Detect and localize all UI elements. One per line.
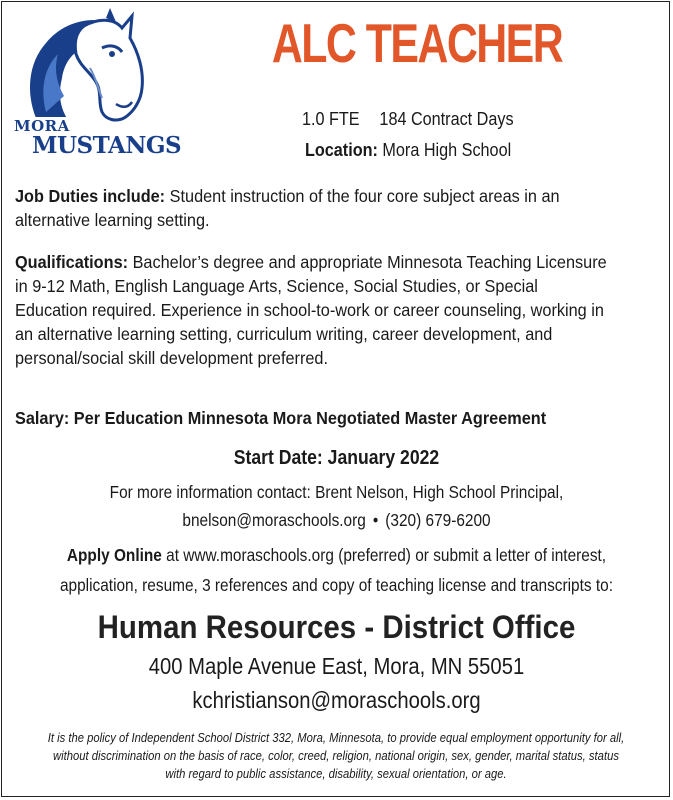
logo-text-mustangs: MUSTANGS	[32, 132, 182, 159]
fte-line	[302, 109, 536, 130]
apply-line-1	[42, 545, 631, 566]
apply-line-2: application, resume, 3 references and copy of teaching license and transcripts to:	[59, 575, 613, 595]
fte: 1.0 FTE	[302, 109, 360, 129]
separator-dot: •	[372, 510, 379, 530]
hr-email[interactable]: kchristianson@moraschools.org	[192, 687, 481, 713]
apply-online-label: Apply Online	[66, 545, 162, 565]
job-title: ALC TEACHER	[271, 12, 563, 74]
equal-opportunity-policy: It is the policy of Independent School District 332, Mora, Minnesota, to provide equal employment opportunity for all, without discrimination on the basis of race, color, creed, religion, national origin, sex, gender, marital status, status with regard to public assistance, disability, sexual orientation, or age.	[47, 731, 625, 781]
qualifications-label: Qualifications:	[15, 252, 129, 272]
contract-days: 184 Contract Days	[379, 109, 514, 129]
logo-text-mora: MORA	[14, 117, 70, 135]
job-posting	[1, 1, 670, 797]
hr-address: 400 Maple Avenue East, Mora, MN 55051	[148, 653, 525, 679]
start-date: Start Date: January 2022	[233, 447, 440, 469]
contact-line: For more information contact: Brent Nelson, High School Principal,	[109, 482, 564, 502]
contact-email[interactable]: bnelson@moraschools.org	[182, 510, 366, 530]
duties-label: Job Duties include:	[15, 186, 166, 206]
contact-details	[42, 510, 631, 531]
qualifications	[15, 250, 610, 370]
qualifications-text: Bachelor’s degree and appropriate Minnesota Teaching Licensure in 9-12 Math, English Language Arts, Science, Social Studies, or Special Education required. Experience in school-to-work or career counseling, working in an alternative learning setting, curriculum writing, career development, and personal/social skill development preferred.	[15, 252, 607, 368]
location-value: Mora High School	[382, 140, 512, 160]
salary: Salary: Per Education Minnesota Mora Negotiated Master Agreement	[15, 408, 547, 428]
job-duties	[15, 184, 610, 232]
mora-mustangs-logo	[6, 8, 182, 168]
duties-text: Student instruction of the four core subject areas in an alternative learning setting.	[15, 186, 560, 230]
apply-text-1: at www.moraschools.org (preferred) or submit a letter of interest,	[166, 545, 607, 565]
location-label: Location:	[305, 140, 378, 160]
contact-phone: (320) 679-6200	[385, 510, 491, 530]
mustang-head-icon	[6, 8, 171, 133]
location-line	[305, 140, 575, 161]
hr-title: Human Resources - District Office	[97, 609, 576, 645]
